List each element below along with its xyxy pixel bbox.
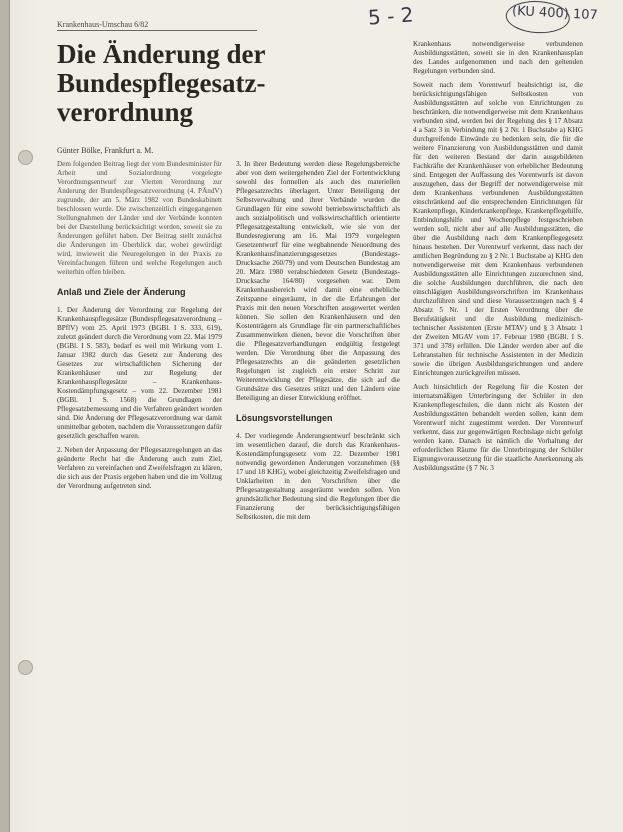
article-author: Günter Bölke, Frankfurt a. M. xyxy=(57,146,154,155)
running-head: Krankenhaus-Umschau 6/82 xyxy=(57,20,257,31)
punch-hole xyxy=(18,150,33,165)
paragraph: Soweit nach dem Vorentwurf beabsichtigt ist, die berücksichtigungsfähigen Selbstkosten von Ausbildungsstätten auf solche von Einrichtungen zu beschränken, die notwendigerweise mit dem Krankenhaus verbunden sind, werden bei der Regelung des § 17 Absatz 4 a Satz 3 in Verbindung mit § 2 Nr. 1 Buchstabe a) KHG durchgreifende Einwände zu bedenken sein, die für die weitere Finanzierung von Ausbildungsstätten und damit für den weiteren Bestand der darin ausgebildeten Fachkräfte der Krankenhäuser von erheblicher Bedeutung sind. Entgegen der Auffassung des Vorentwurfs ist davon auszugehen, dass der Begriff der notwendigerweise mit dem Krankenhaus verbundenen Ausbildungsstätten einschränkend auf die entsprechenden Einrichtungen für Krankenpflege, Kinderkrankenpflege, Krankenpflegehilfe, Entbindungshilfe und Wochenpflege festgeschrieben werden soll, nicht aber auf alle Ausbildungsstätten, die über die Ausbildung nach dem Krankenpflegegesetz hinaus bestehen. Der Vorentwurf verkennt, dass nach der amtlichen Begründung zu § 2 Nr. 1 Buchstabe a) KHG den notwendigerweise mit dem Krankenhaus verbundenen Ausbildungsstätten alle Einrichtungen zuzurechnen sind, die solche Ausbildungen durchführen, die nach den einschlägigen Ausbildungsvorschriften im Krankenhaus durchzuführen sind und diese Voraussetzungen nach § 4 Absatz 5 Nr. 1 der Ersten Verordnung über die Berufstätigkeit und die Ausbildung medizinisch-technischer Assistenten (Erste MTAV) und § 3 Absatz 1 der Zweiten MGAV vom 17. Februar 1980 (BGBl. I S. 371 und 378) erfüllen. Die Länder werden aber auf die Lehranstalten für technische Assistenten in der Medizin sowie die übrigen Ausbildungsrichtungen und andere Einrichtungen zurückgreifen müssen. xyxy=(413,81,583,377)
handwritten-note: 5 - 2 xyxy=(367,2,415,30)
intro-paragraph: Dem folgenden Beitrag liegt der vom Bundesminister für Arbeit und Sozialordnung vorgelegte Verordnungsentwurf zur Vierten Verordnung zur Änderung der Bundespflegesatzverordnung (4. PÄndV) zugrunde, der am 5. März 1982 von Bundeskabinett beschlossen wurde. Die zwischenzeitlich eingegangenen Stellungnahmen der Länder und der Verbände konnten bei der Darstellung berücksichtigt werden, soweit sie zu Änderungen geführt haben. Der Beitrag stellt zunächst die Änderungen im Überblick dar, wobei gewürdigt wird, inwieweit die Neuregelungen in der Praxis zu Vereinfachungen führen und welche Regelungen auch weiterhin offen bleiben. xyxy=(57,160,222,276)
article-title: Die Änderung der Bundespflegesatz-verordnung xyxy=(57,39,266,127)
paragraph: Krankenhaus notwendigerweise verbundenen Ausbildungsstätten, soweit sie in den Krankenhausplan des Landes aufgenommen und nach den geltenden Regelungen verbunden sind. xyxy=(413,40,583,75)
text-column-3 xyxy=(413,40,583,478)
paragraph: 3. In ihrer Bedeutung werden diese Regelungsbereiche aber von dem weitergehenden Ziel der Fortentwicklung sowohl des formellen als auch des materiellen Pflegesatzrechts überlagert. Unter Beteiligung der Selbstverwaltung und ihrer Verbände wurden die Grundlagen für eine sowohl betriebswirtschaftlich als auch sozialpolitisch und volkswirtschaftlich orientierte Pflegesatzgestaltung entwickelt, wie sie von der Bundesregierung am 16. Mai 1979 vorgelegten Gesetzentwurf für eine wegbahnende Neuordnung des Krankenhausfinanzierungsgesetzes (Bundestags-Drucksache 260/79) und vom Deutschen Bundestag am 20. März 1980 verabschiedeten Gesetz (Bundestags-Drucksache 164/80) vorgesehen war. Dem Krankenhausbereich wird damit eine erhebliche Zeitspanne eingeräumt, in der die Erfahrungen der Praxis mit den neuen Vorschriften ausgewertet werden können. Sie sollen den Krankenhäusern und den Kostenträgern als Grundlage für ein partnerschaftliches Zusammenwirken dienen, bevor die Vorschriften über die Pflegesatzverhandlungen endgültig festgelegt werden. Die Verordnung über die Anpassung des Pflegesatzrechts an die geänderten gesetzlichen Regelungen ist zugleich ein erster Schritt zur Weiterentwicklung der Pflegesätze, die sich auf die Grundsätze des Gesetzes stützt und den Ländern eine Beteiligung an dieser Entwicklung eröffnet. xyxy=(236,160,400,402)
section-heading: Lösungsvorstellungen xyxy=(236,413,333,423)
punch-hole xyxy=(18,660,33,675)
paragraph: 2. Neben der Anpassung der Pflegesatzregelungen an das geänderte Recht hat die Änderung auch zum Ziel, Verfahren zu vereinfachen und Zweifelsfragen zu klären, die sich aus der Praxis ergeben haben und die im Vollzug der Verordnung aufgetreten sind. xyxy=(57,446,222,490)
text-column-1 xyxy=(57,160,222,496)
handwritten-oval xyxy=(505,0,571,35)
paragraph: 1. Der Änderung der Verordnung zur Regelung der Krankenhauspflegesätze (Bundespflegesatzverordnung – BPflV) vom 25. April 1973 (BGBl. I S. 333, 619), zuletzt geändert durch die Verordnung vom 22. Mai 1979 (BGBl. I S. 583), bedarf es weil mit Wirkung vom 1. Januar 1982 durch das Gesetz zur Änderung des Gesetzes zur wirtschaftlichen Sicherung der Krankenhäuser und zur Regelung der Krankenhauspflegesätze – Krankenhaus-Kostendämpfungsgesetz – vom 22. Dezember 1981 (BGBl. I S. 1568) die Grundlagen der Pflegesatzbemessung und die Verfahren geändert worden sind. Die Änderung der Pflegesatzverordnung war damit unmittelbar geboten, nachdem die Voraussetzungen dafür gesetzlich geschaffen waren. xyxy=(57,306,222,440)
paragraph: 4. Der vorliegende Änderungsentwurf beschränkt sich im wesentlichen darauf, die durch das Krankenhaus-Kostendämpfungsgesetz vom 22. Dezember 1981 notwendig gewordenen Änderungen vorzunehmen (§§ 17 und 18 KHG), wobei gleichzeitig Zweifelsfragen und Unklarheiten in den Vorschriften über die Pflegesatzgestaltung ausgeräumt werden sollen. Von grundsätzlicher Bedeutung sind die Regelungen über die Finanzierung der berücksichtigungsfähigen Selbstkosten, die mit dem xyxy=(236,432,400,521)
section-heading: Anlaß und Ziele der Änderung xyxy=(57,287,186,297)
text-column-2 xyxy=(236,160,400,527)
handwritten-reference-text: (KU 400) 107 xyxy=(511,3,599,24)
paragraph: Auch hinsichtlich der Regelung für die Kosten der internatsmäßigen Unterbringung der Schüler in den Krankenpflegeschulen, die dann nicht als Kosten der Ausbildungsstätten behandelt werden sollen, kann dem Vorentwurf nicht zugestimmt werden. Der Vorentwurf verkennt, dass zur gegenwärtigen Rechtslage nicht gefolgt werden kann. Danach ist nämlich die Vorhaltung der erforderlichen Räume für die Unterbringung der Schüler Eignungsvoraussetzung für die staatliche Anerkennung als Ausbildungsstätte (§ 7 Nr. 3 xyxy=(413,383,583,472)
handwritten-reference xyxy=(512,4,598,23)
binder-edge xyxy=(0,0,10,832)
